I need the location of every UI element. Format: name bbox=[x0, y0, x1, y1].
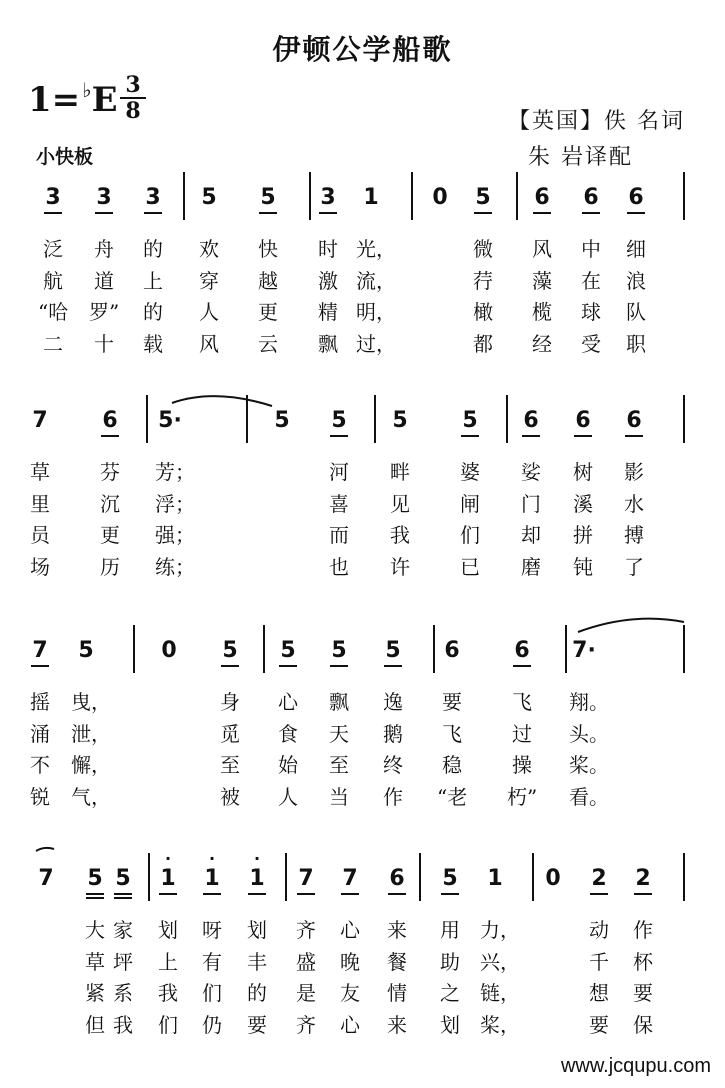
time-signature-bottom: 8 bbox=[125, 98, 141, 124]
lyric-syllable: 大 bbox=[85, 918, 105, 942]
lyric-syllable: 员 bbox=[30, 523, 50, 547]
lyric-syllable: 精 bbox=[318, 300, 338, 324]
lyric-syllable: 草 bbox=[85, 950, 105, 974]
lyric-syllable: 也 bbox=[329, 555, 349, 579]
lyric-syllable: 要 bbox=[633, 981, 653, 1005]
note-digit: 1 bbox=[363, 185, 379, 210]
lyric-syllable: 家 bbox=[113, 918, 133, 942]
lyric-syllable: 泄， bbox=[71, 722, 111, 746]
note-digit: 5 bbox=[115, 866, 131, 891]
lyric-syllable: 激 bbox=[318, 269, 338, 293]
lyric-syllable: 经 bbox=[532, 332, 552, 356]
tempo-marking: 小快板 bbox=[36, 146, 94, 168]
lyric-syllable: 上 bbox=[158, 950, 178, 974]
note-digit: 3 bbox=[96, 185, 112, 210]
lyric-syllable: 用 bbox=[440, 918, 460, 942]
lyric-syllable: 桨， bbox=[480, 1013, 520, 1037]
lyric-syllable: 坪 bbox=[113, 950, 133, 974]
lyric-syllable: 快 bbox=[258, 237, 278, 261]
lyric-syllable: 我 bbox=[113, 1013, 133, 1037]
lyric-syllable: 觅 bbox=[220, 722, 240, 746]
lyric-syllable: 情 bbox=[387, 981, 407, 1005]
lyric-syllable: 婆 bbox=[460, 460, 480, 484]
note-digit: 6 bbox=[628, 185, 644, 210]
lyric-syllable: 欢 bbox=[199, 237, 219, 261]
lyric-syllable: 力， bbox=[480, 918, 520, 942]
key-prefix: 1= bbox=[28, 80, 81, 120]
lyric-syllable: 友 bbox=[340, 981, 360, 1005]
lyric-syllable: 要 bbox=[247, 1013, 267, 1037]
note-digit: 7 bbox=[32, 408, 48, 433]
note-digit: 2 bbox=[635, 866, 651, 891]
lyric-syllable: 中 bbox=[581, 237, 601, 261]
lyric-syllable: 朽” bbox=[507, 785, 538, 809]
lyric-syllable: 见 bbox=[390, 492, 410, 516]
lyric-syllable: 晚 bbox=[340, 950, 360, 974]
lyric-syllable: 动 bbox=[589, 918, 609, 942]
lyric-syllable: 二 bbox=[43, 332, 63, 356]
lyric-syllable: 千 bbox=[589, 950, 609, 974]
lyric-syllable: 飞 bbox=[442, 722, 462, 746]
lyric-syllable: 不 bbox=[30, 753, 50, 777]
lyric-syllable: 过 bbox=[512, 722, 532, 746]
lyric-syllable: 都 bbox=[473, 332, 493, 356]
lyric-syllable: 浮； bbox=[155, 492, 195, 516]
lyric-syllable: 强； bbox=[155, 523, 195, 547]
lyric-syllable: 过， bbox=[356, 332, 396, 356]
lyric-syllable: 光， bbox=[356, 237, 396, 261]
lyric-syllable: 们 bbox=[202, 981, 222, 1005]
lyric-syllable: 芳； bbox=[155, 460, 195, 484]
lyric-syllable: 看。 bbox=[569, 785, 609, 809]
lyric-syllable: 道 bbox=[94, 269, 114, 293]
lyric-syllable: 罗” bbox=[89, 300, 120, 324]
lyric-syllable: 时 bbox=[318, 237, 338, 261]
note-digit: 6 bbox=[102, 408, 118, 433]
lyric-syllable: 藻 bbox=[532, 269, 552, 293]
lyric-syllable: 逸 bbox=[383, 690, 403, 714]
lyric-syllable: 头。 bbox=[569, 722, 609, 746]
key-letter: E bbox=[91, 80, 118, 120]
lyric-syllable: 球 bbox=[581, 300, 601, 324]
lyric-syllable: 芬 bbox=[100, 460, 120, 484]
note-digit: 0 bbox=[545, 866, 561, 891]
note-digit: 7 bbox=[298, 866, 314, 891]
lyric-syllable: 溪 bbox=[573, 492, 593, 516]
lyric-syllable: 助 bbox=[440, 950, 460, 974]
note-digit: 5 bbox=[442, 866, 458, 891]
lyric-syllable: 来 bbox=[387, 918, 407, 942]
lyric-syllable: 稳 bbox=[442, 753, 462, 777]
note-digit: 7 bbox=[38, 866, 54, 891]
note-digit: 5 bbox=[280, 638, 296, 663]
lyric-syllable: 钝 bbox=[573, 555, 593, 579]
note-digit: 7 bbox=[32, 638, 48, 663]
lyric-syllable: 齐 bbox=[296, 918, 316, 942]
lyric-syllable: 丰 bbox=[247, 950, 267, 974]
lyric-syllable: 要 bbox=[589, 1013, 609, 1037]
note-digit: 5 bbox=[260, 185, 276, 210]
lyric-syllable: 的 bbox=[143, 237, 163, 261]
lyric-syllable: 穿 bbox=[199, 269, 219, 293]
note-digit: 3 bbox=[45, 185, 61, 210]
note-digit: 5 bbox=[222, 638, 238, 663]
lyric-syllable: 里 bbox=[30, 492, 50, 516]
lyric-syllable: 历 bbox=[100, 555, 120, 579]
lyric-syllable: 曳， bbox=[71, 690, 111, 714]
note-digit: 2 bbox=[591, 866, 607, 891]
note-digit: 3 bbox=[320, 185, 336, 210]
time-signature-top: 3 bbox=[125, 72, 141, 98]
lyric-syllable: 懈， bbox=[71, 753, 111, 777]
lyric-syllable: 链， bbox=[480, 981, 520, 1005]
lyric-syllable: 的 bbox=[247, 981, 267, 1005]
lyric-syllable: 操 bbox=[512, 753, 532, 777]
lyric-syllable: 涌 bbox=[30, 722, 50, 746]
lyric-syllable: 已 bbox=[460, 555, 480, 579]
lyric-syllable: 荇 bbox=[473, 269, 493, 293]
lyric-syllable: 受 bbox=[581, 332, 601, 356]
lyric-syllable: 云 bbox=[258, 332, 278, 356]
lyric-syllable: 紧 bbox=[85, 981, 105, 1005]
lyric-syllable: 食 bbox=[278, 722, 298, 746]
lyric-syllable: 桨。 bbox=[569, 753, 609, 777]
octave-dot: · bbox=[164, 849, 172, 868]
note-digit: 5 bbox=[385, 638, 401, 663]
lyric-syllable: 来 bbox=[387, 1013, 407, 1037]
lyric-syllable: 上 bbox=[143, 269, 163, 293]
song-title: 伊顿公学船歌 bbox=[272, 33, 453, 66]
lyric-syllable: 飘 bbox=[318, 332, 338, 356]
lyric-syllable: 航 bbox=[43, 269, 63, 293]
lyric-syllable: 鹅 bbox=[383, 722, 403, 746]
note-digit: 1 bbox=[204, 866, 220, 891]
lyric-syllable: 盛 bbox=[296, 950, 316, 974]
lyric-syllable: 载 bbox=[143, 332, 163, 356]
note-digit: 6 bbox=[575, 408, 591, 433]
note-digit: 3 bbox=[145, 185, 161, 210]
lyric-syllable: 娑 bbox=[521, 460, 541, 484]
lyric-syllable: 榄 bbox=[532, 300, 552, 324]
lyric-syllable: 们 bbox=[460, 523, 480, 547]
lyric-syllable: 作 bbox=[633, 918, 653, 942]
translator-credit: 朱 岩译配 bbox=[528, 145, 633, 170]
lyric-syllable: 划 bbox=[440, 1013, 460, 1037]
lyric-syllable: 闸 bbox=[460, 492, 480, 516]
note-digit: 5· bbox=[158, 408, 182, 433]
lyric-syllable: 摇 bbox=[30, 690, 50, 714]
lyric-syllable: 杯 bbox=[633, 950, 653, 974]
note-digit: 6 bbox=[514, 638, 530, 663]
lyric-syllable: 树 bbox=[573, 460, 593, 484]
lyric-syllable: 职 bbox=[626, 332, 646, 356]
lyric-syllable: 风 bbox=[199, 332, 219, 356]
note-digit: 5 bbox=[331, 638, 347, 663]
lyric-syllable: 始 bbox=[278, 753, 298, 777]
lyric-syllable: 作 bbox=[383, 785, 403, 809]
note-digit: 5 bbox=[87, 866, 103, 891]
lyric-syllable: 心 bbox=[278, 690, 298, 714]
lyric-syllable: “老 bbox=[437, 785, 468, 809]
lyric-syllable: 门 bbox=[521, 492, 541, 516]
lyric-syllable: 却 bbox=[521, 523, 541, 547]
lyric-syllable: 人 bbox=[199, 300, 219, 324]
lyric-syllable: 喜 bbox=[329, 492, 349, 516]
lyricist-credit: 【英国】佚 名词 bbox=[508, 109, 685, 134]
note-digit: 5 bbox=[201, 185, 217, 210]
lyric-syllable: 泛 bbox=[43, 237, 63, 261]
watermark: www.jcqupu.com bbox=[560, 1055, 711, 1077]
lyric-syllable: 翔。 bbox=[569, 690, 609, 714]
lyric-syllable: 场 bbox=[30, 555, 50, 579]
lyric-syllable: 要 bbox=[442, 690, 462, 714]
lyric-syllable: 明， bbox=[356, 300, 396, 324]
lyric-syllable: 之 bbox=[440, 981, 460, 1005]
lyric-syllable: 细 bbox=[626, 237, 646, 261]
note-digit: 6 bbox=[583, 185, 599, 210]
lyric-syllable: 河 bbox=[329, 460, 349, 484]
lyric-syllable: 沉 bbox=[100, 492, 120, 516]
note-digit: 5 bbox=[392, 408, 408, 433]
lyric-syllable: 呀 bbox=[202, 918, 222, 942]
lyric-syllable: 磨 bbox=[521, 555, 541, 579]
lyric-syllable: 但 bbox=[85, 1013, 105, 1037]
lyric-syllable: 至 bbox=[329, 753, 349, 777]
lyric-syllable: 当 bbox=[329, 785, 349, 809]
lyric-syllable: 保 bbox=[633, 1013, 653, 1037]
lyric-syllable: 影 bbox=[624, 460, 644, 484]
note-digit: 1 bbox=[249, 866, 265, 891]
lyric-syllable: 舟 bbox=[94, 237, 114, 261]
note-digit: 6 bbox=[444, 638, 460, 663]
lyric-syllable: 气， bbox=[71, 785, 111, 809]
octave-dot: · bbox=[253, 849, 261, 868]
lyric-syllable: 终 bbox=[383, 753, 403, 777]
lyric-syllable: 至 bbox=[220, 753, 240, 777]
lyric-syllable: 飞 bbox=[512, 690, 532, 714]
note-digit: 0 bbox=[432, 185, 448, 210]
lyric-syllable: 练； bbox=[155, 555, 195, 579]
lyric-syllable: 仍 bbox=[202, 1013, 222, 1037]
lyric-syllable: 了 bbox=[624, 555, 644, 579]
lyric-syllable: 被 bbox=[220, 785, 240, 809]
lyric-syllable: 许 bbox=[390, 555, 410, 579]
lyric-syllable: 系 bbox=[113, 981, 133, 1005]
lyric-syllable: 风 bbox=[532, 237, 552, 261]
note-digit: 5 bbox=[274, 408, 290, 433]
note-digit: 5 bbox=[78, 638, 94, 663]
note-digit: 6 bbox=[626, 408, 642, 433]
note-digit: 1 bbox=[160, 866, 176, 891]
note-digit: 6 bbox=[523, 408, 539, 433]
octave-dot: · bbox=[208, 849, 216, 868]
lyric-syllable: 我 bbox=[158, 981, 178, 1005]
lyric-syllable: 微 bbox=[473, 237, 493, 261]
lyric-syllable: 更 bbox=[258, 300, 278, 324]
lyric-syllable: 我 bbox=[390, 523, 410, 547]
note-digit: 5 bbox=[462, 408, 478, 433]
lyric-syllable: 浪 bbox=[626, 269, 646, 293]
lyric-syllable: 人 bbox=[278, 785, 298, 809]
lyric-syllable: 心 bbox=[340, 1013, 360, 1037]
lyric-syllable: 而 bbox=[329, 523, 349, 547]
flat-sign: ♭ bbox=[82, 78, 92, 102]
lyric-syllable: 的 bbox=[143, 300, 163, 324]
note-digit: 7 bbox=[342, 866, 358, 891]
lyric-syllable: 有 bbox=[202, 950, 222, 974]
lyric-syllable: 身 bbox=[220, 690, 240, 714]
lyric-syllable: 拼 bbox=[573, 523, 593, 547]
note-digit: 6 bbox=[389, 866, 405, 891]
lyric-syllable: 齐 bbox=[296, 1013, 316, 1037]
lyric-syllable: 十 bbox=[94, 332, 114, 356]
lyric-syllable: 划 bbox=[247, 918, 267, 942]
note-digit: 7· bbox=[572, 638, 596, 663]
note-digit: 5 bbox=[475, 185, 491, 210]
lyric-syllable: 天 bbox=[329, 722, 349, 746]
lyric-syllable: 水 bbox=[624, 492, 644, 516]
lyric-syllable: 畔 bbox=[390, 460, 410, 484]
lyric-syllable: 越 bbox=[258, 269, 278, 293]
lyric-syllable: 心 bbox=[340, 918, 360, 942]
lyric-syllable: 草 bbox=[30, 460, 50, 484]
lyric-syllable: 橄 bbox=[473, 300, 493, 324]
lyric-syllable: 飘 bbox=[329, 690, 349, 714]
lyric-syllable: 流， bbox=[356, 269, 396, 293]
note-digit: 6 bbox=[534, 185, 550, 210]
lyric-syllable: 想 bbox=[589, 981, 609, 1005]
lyric-syllable: 队 bbox=[626, 300, 646, 324]
lyric-syllable: 搏 bbox=[624, 523, 644, 547]
lyric-syllable: 们 bbox=[158, 1013, 178, 1037]
lyric-syllable: “哈 bbox=[38, 300, 69, 324]
lyric-syllable: 在 bbox=[581, 269, 601, 293]
note-digit: 0 bbox=[161, 638, 177, 663]
note-digit: 1 bbox=[487, 866, 503, 891]
lyric-syllable: 划 bbox=[158, 918, 178, 942]
lyric-syllable: 是 bbox=[296, 981, 316, 1005]
lyric-syllable: 兴， bbox=[480, 950, 520, 974]
lyric-syllable: 更 bbox=[100, 523, 120, 547]
lyric-syllable: 锐 bbox=[30, 785, 50, 809]
lyric-syllable: 餐 bbox=[387, 950, 407, 974]
note-digit: 5 bbox=[331, 408, 347, 433]
